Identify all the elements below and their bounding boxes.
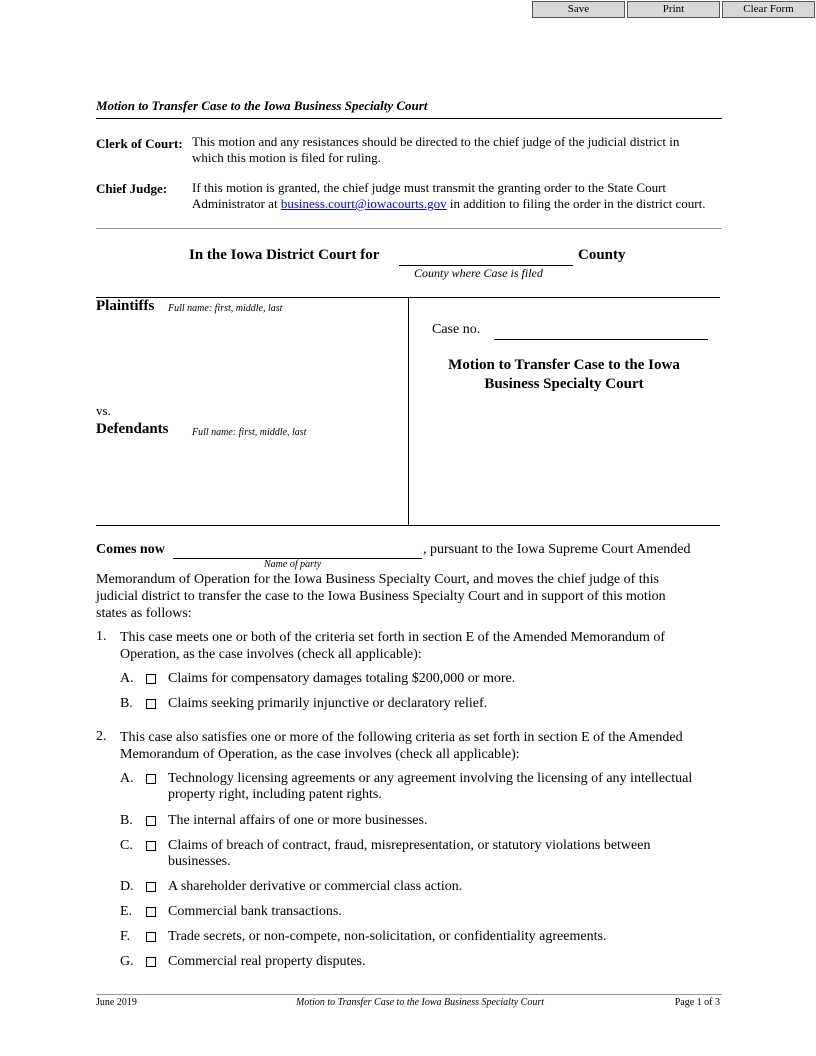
checkbox[interactable] xyxy=(146,907,156,917)
plaintiffs-hint: Full name: first, middle, last xyxy=(168,303,283,314)
vs-label: vs. xyxy=(96,403,111,418)
court-suffix: County xyxy=(578,247,626,263)
judge-text-2b: in addition to filing the order in the district court. xyxy=(446,196,706,211)
item-text: Claims of breach of contract, fraud, misrepresentation, or statutory violations between businesses. xyxy=(168,838,651,869)
section-2-text xyxy=(120,729,730,763)
clear-form-button[interactable]: Clear Form xyxy=(722,1,815,18)
judge-text-2a: Administrator at xyxy=(192,196,281,211)
caption-bottom-border xyxy=(96,525,720,526)
footer-date: June 2019 xyxy=(96,997,137,1008)
item-letter: A. xyxy=(120,771,134,786)
divider xyxy=(96,228,722,229)
footer-page: Page 1 of 3 xyxy=(674,997,720,1008)
item-letter: G. xyxy=(120,954,134,969)
checkbox[interactable] xyxy=(146,841,156,851)
item-letter: B. xyxy=(120,696,133,711)
section-1-text xyxy=(120,629,730,663)
caption-divider xyxy=(408,297,409,525)
defendants-input[interactable] xyxy=(96,442,400,524)
checkbox[interactable] xyxy=(146,932,156,942)
footer-divider xyxy=(96,994,722,995)
case-no-input[interactable] xyxy=(494,323,708,340)
plaintiffs-input[interactable] xyxy=(96,318,400,400)
party-name-input[interactable] xyxy=(173,542,422,559)
checkbox[interactable] xyxy=(146,774,156,784)
comes-now-label: Comes now xyxy=(96,542,165,557)
intro-line: judicial district to transfer the case to the Iowa Business Specialty Court and in support of this motion xyxy=(96,589,666,604)
checkbox[interactable] xyxy=(146,816,156,826)
county-hint: County where Case is filed xyxy=(414,266,543,280)
judge-text-line2 xyxy=(192,196,732,212)
intro-line: states as follows: xyxy=(96,606,192,621)
checkbox[interactable] xyxy=(146,699,156,709)
item-text: A shareholder derivative or commercial class action. xyxy=(168,879,463,894)
item-text: Commercial bank transactions. xyxy=(168,904,342,919)
item-text: Trade secrets, or non-compete, non-solicitation, or confidentiality agreements. xyxy=(168,929,607,944)
item-letter: C. xyxy=(120,838,133,853)
county-input[interactable] xyxy=(399,248,573,266)
footer-title: Motion to Transfer Case to the Iowa Business Specialty Court xyxy=(295,997,545,1008)
checkbox[interactable] xyxy=(146,674,156,684)
item-letter: A. xyxy=(120,671,134,686)
section-1-line: Operation, as the case involves (check all applicable): xyxy=(120,647,422,662)
section-1-line: This case meets one or both of the criteria set forth in section E of the Amended Memorandum of xyxy=(120,630,666,645)
item-letter: E. xyxy=(120,904,133,919)
item-letter: F. xyxy=(120,929,131,944)
print-button[interactable]: Print xyxy=(627,1,720,18)
motion-title-line2: Business Specialty Court xyxy=(484,376,644,392)
judge-text xyxy=(192,180,732,212)
intro-line: Memorandum of Operation for the Iowa Business Specialty Court, and moves the chief judge of this xyxy=(96,572,659,587)
motion-title-line1: Motion to Transfer Case to the Iowa xyxy=(448,357,680,373)
section-1-number: 1. xyxy=(96,629,107,644)
comes-tail: , pursuant to the Iowa Supreme Court Amended xyxy=(423,542,691,557)
plaintiffs-label: Plaintiffs xyxy=(96,298,155,314)
judge-label: Chief Judge: xyxy=(96,181,168,196)
party-hint: Name of party xyxy=(264,559,322,570)
clerk-label: Clerk of Court: xyxy=(96,136,183,151)
section-2-line: This case also satisfies one or more of the following criteria as set forth in section E of the Amended xyxy=(120,730,683,745)
item-text: Commercial real property disputes. xyxy=(168,954,366,969)
section-2-line: Memorandum of Operation, as the case involves (check all applicable): xyxy=(120,747,520,762)
checkbox[interactable] xyxy=(146,882,156,892)
defendants-hint: Full name: first, middle, last xyxy=(192,427,307,438)
divider xyxy=(96,118,722,119)
judge-text-line1: If this motion is granted, the chief judge must transmit the granting order to the State Court xyxy=(192,180,667,195)
clerk-text: This motion and any resistances should be directed to the chief judge of the judicial district in which this motion is filed for ruling. xyxy=(192,134,680,165)
item-text: Technology licensing agreements or any agreement involving the licensing of any intellectual property right, including patent rights. xyxy=(168,771,693,802)
defendants-label: Defendants xyxy=(96,421,169,437)
intro-paragraph xyxy=(96,571,726,622)
email-link[interactable]: business.court@iowacourts.gov xyxy=(280,196,447,211)
case-no-label: Case no. xyxy=(432,322,481,337)
section-2-number: 2. xyxy=(96,729,107,744)
save-button[interactable]: Save xyxy=(532,1,625,18)
court-prefix: In the Iowa District Court for xyxy=(189,247,380,263)
item-text: Claims for compensatory damages totaling $200,000 or more. xyxy=(168,671,516,686)
item-text: Claims seeking primarily injunctive or declaratory relief. xyxy=(168,696,488,711)
motion-title xyxy=(420,356,708,394)
item-letter: D. xyxy=(120,879,134,894)
header-title: Motion to Transfer Case to the Iowa Business Specialty Court xyxy=(96,98,428,113)
checkbox[interactable] xyxy=(146,957,156,967)
item-letter: B. xyxy=(120,813,133,828)
item-text: The internal affairs of one or more businesses. xyxy=(168,813,428,828)
